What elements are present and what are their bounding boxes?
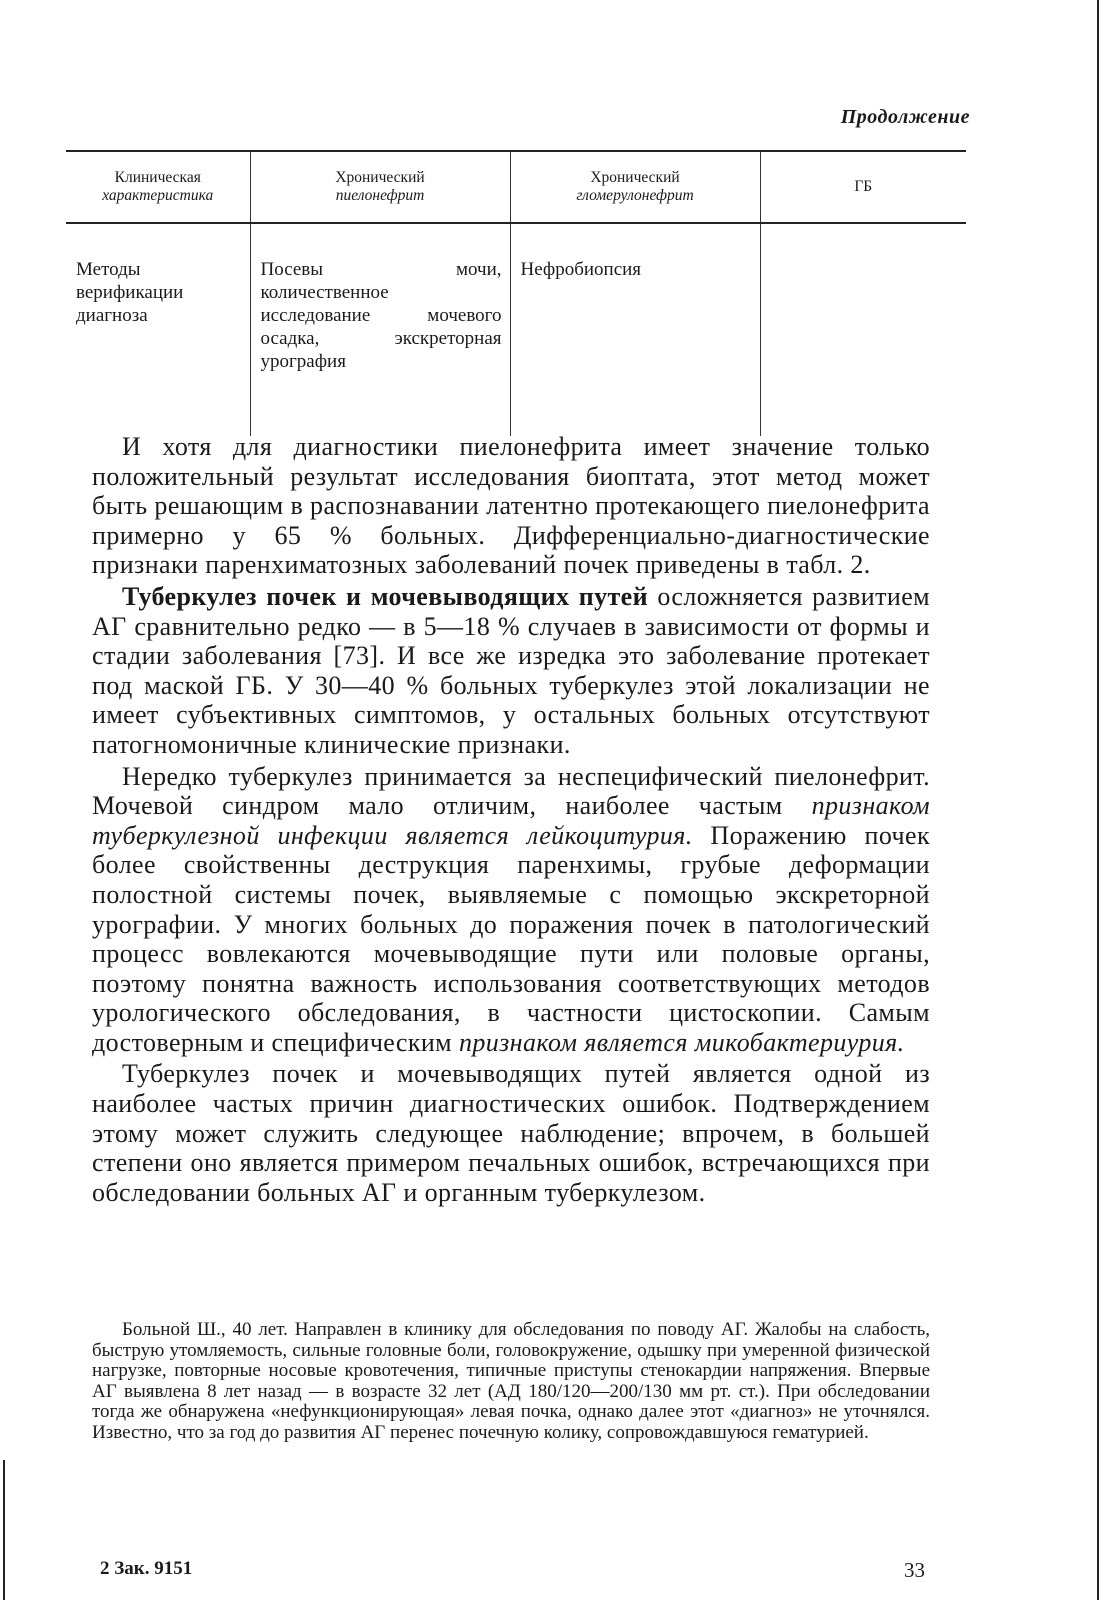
continuation-label: Продолжение	[840, 106, 970, 128]
case-report: Больной Ш., 40 лет. Направлен в клинику для обследования по поводу АГ. Жалобы на слабость, быструю утомляемость, сильные головные боли, головокружение, одышку при умеренной физической нагрузке, повторные носовые кровотечения, типичные приступы стенокардии напряжения. Впервые АГ выявлена 8 лет назад — в возрасте 32 лет (АД 180/120—200/130 мм рт. ст.). При обследовании тогда же обнаружена «нефункционирующая» левая почка, однако далее этот «диагноз» не уточнялся. Известно, что за год до развития АГ перенес почечную колику, сопровождавшуюся гематурией.	[92, 1319, 930, 1443]
printer-signature: 2 Зак. 9151	[100, 1558, 193, 1579]
comparison-table	[66, 150, 966, 436]
section-heading-tuberculosis: Туберкулез почек и мочевыводящих путей	[122, 581, 649, 611]
column-header-line: Хронический	[335, 169, 425, 186]
column-header-pyelonephritis	[250, 151, 510, 223]
cell-pyelonephritis: Посевы мочи, количественное исследование мочевого осадка, экскреторная урография	[250, 223, 510, 436]
column-header-glomerulonephritis	[510, 151, 760, 223]
paragraph-text: Нередко туберкулез принимается за неспецифический пиелонефрит. Мочевой синдром мало отличим, наиболее частым	[92, 761, 930, 821]
page-edge-right	[1097, 0, 1099, 1600]
cell-hypertension	[760, 223, 966, 436]
paragraph-errors: Туберкулез почек и мочевыводящих путей является одной из наиболее частых причин диагностических ошибок. Подтверждением этому может служить следующее наблюдение; впрочем, в большей степени оно является примером печальных ошибок, встречающихся при обследовании больных АГ и органным туберкулезом.	[92, 1059, 930, 1207]
paragraph-text: Поражению почек более свойственны деструкция паренхимы, грубые деформации полостной системы почек, выявляемые с помощью экскреторной урографии. У многих больных до поражения почек в патологический процесс вовлекаются мочевыводящие пути или половые органы, поэтому понятна важность использования соответствующих методов урологического обследования, в частности цистоскопии. Самым достоверным и специфическим	[92, 820, 930, 1057]
cell-glomerulonephritis: Нефробиопсия	[510, 223, 760, 436]
column-header-line: Хронический	[590, 169, 680, 186]
page-number: 33	[904, 1558, 925, 1582]
page-edge-left	[3, 1460, 5, 1600]
column-header-line: пиелонефрит	[335, 187, 425, 204]
cell-characteristic: Методы верификации диагноза	[76, 259, 184, 326]
column-header-line: Клиническая	[114, 169, 201, 186]
column-header-line: гломерулонефрит	[576, 187, 694, 204]
paragraph-tuberculosis	[92, 582, 930, 760]
paragraph-diagnosis	[92, 762, 930, 1058]
table-row	[66, 223, 966, 436]
italic-phrase: признаком является микобактериурия.	[458, 1027, 905, 1057]
paragraph-biopsy: И хотя для диагностики пиелонефрита имеет значение только положительный результат исследования биоптата, этот метод может быть решающим в распознавании латентно протекающего пиелонефрита примерно у 65 % больных. Дифференциально-диагностические признаки паренхиматозных заболеваний почек приведены в табл. 2.	[92, 432, 930, 580]
main-text	[92, 432, 930, 1207]
column-header-characteristic	[66, 151, 250, 223]
table-header-row	[66, 151, 966, 223]
column-header-line: характеристика	[102, 187, 214, 204]
italic-phrase: признаком туберкулезной инфекции является лейкоцитурия.	[92, 791, 930, 850]
column-header-line: ГБ	[854, 178, 873, 195]
paragraph-text: осложняется развитием АГ сравнительно редко — в 5—18 % случаев в зависимости от формы и стадии заболевания [73]. И все же изредка это заболевание протекает под маской ГБ. У 30—40 % больных туберкулез этой локализации не имеет субъективных симптомов, у остальных больных отсутствуют патогномоничные клинические признаки.	[92, 581, 930, 759]
column-header-hypertension	[760, 151, 966, 223]
